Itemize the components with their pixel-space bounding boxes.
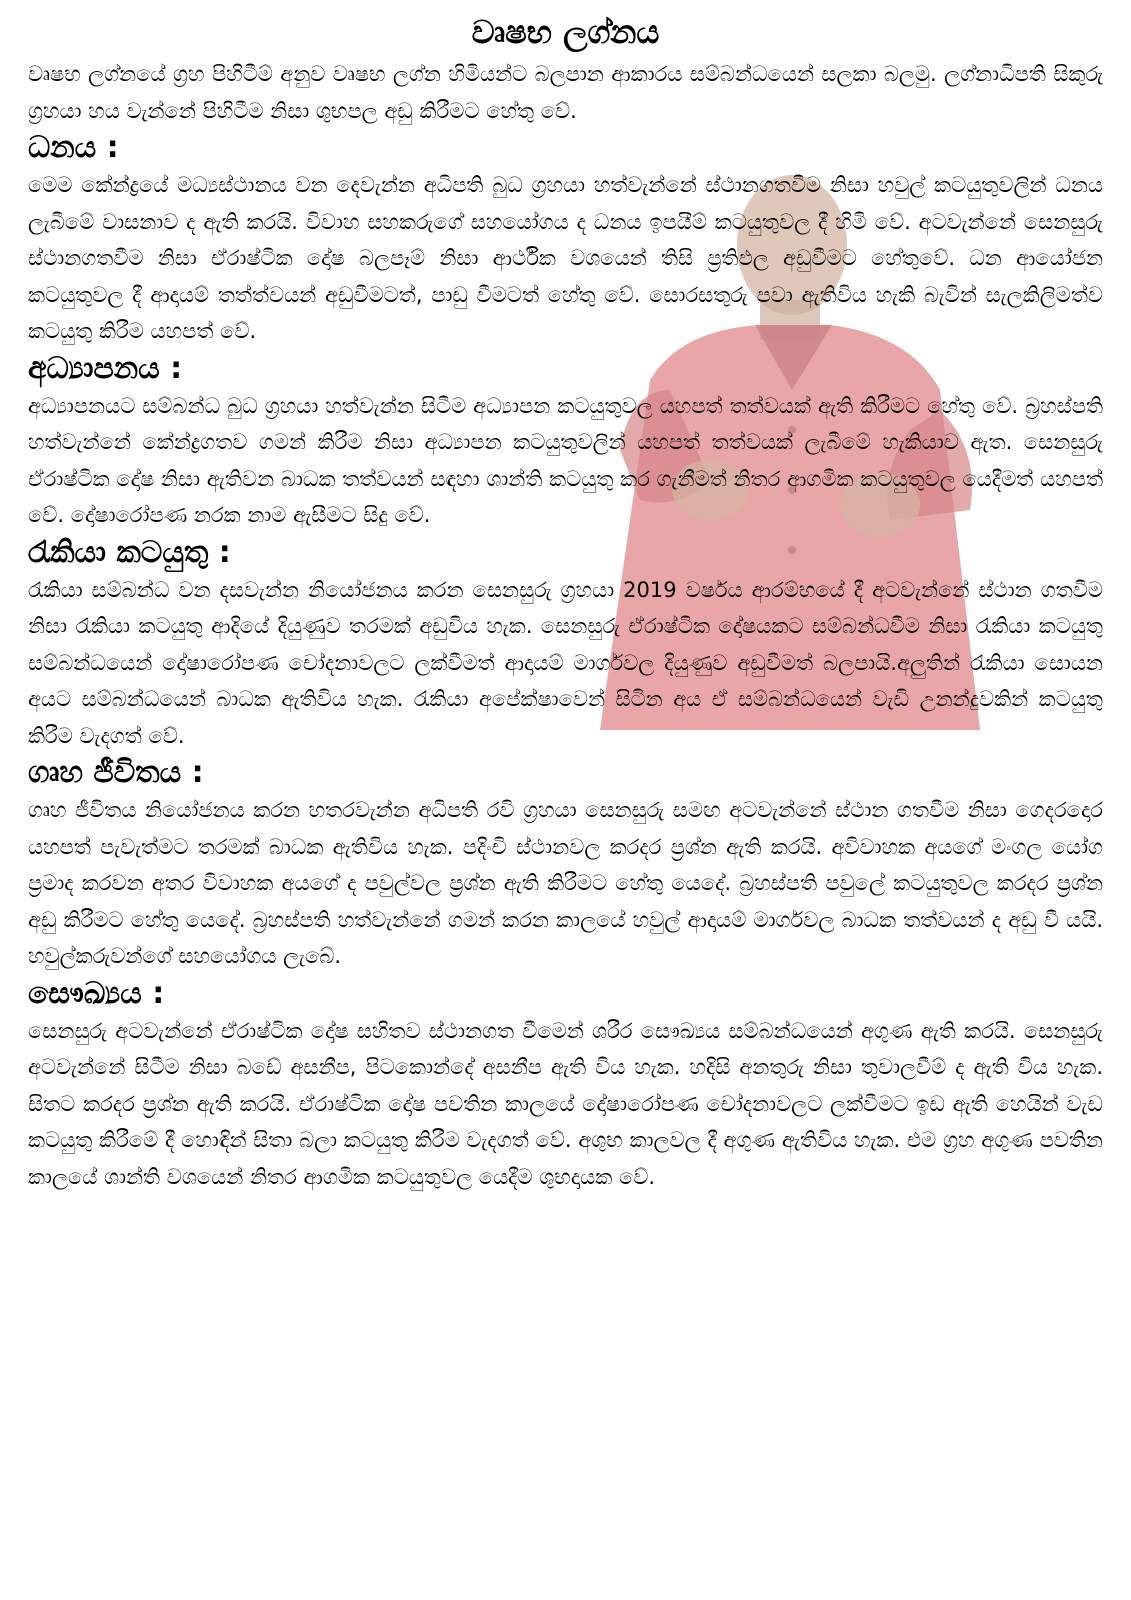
section-body-employment: රැකියා සම්බන්ධ වන දසවැන්න නියෝජනය කරන සෙනසුරු ග්‍රහයා 2019 වර්ෂය ආරම්භයේ දී අටවැන්නේ ස්ථාන ගතවීම නිසා රැකියා කටයුතු ආදියේ දියුණුව තරමක් අඩුවිය හැක. සෙනසුරු ඒරාෂ්ටික දෝෂයකට සම්බන්ධවීම නිසා රැකියා කටයුතු සම්බන්ධයෙන් දෝෂාරෝපණ චෝදනාවලට ලක්වීමත් ආදායම් මාර්ගවල දියුණුව අඩුවීමත් බලපායි.අලුතින් රැකියා සොයන අයට සම්බන්ධයෙන් බාධක ඇතිවිය හැක. රැකියා අපේක්ෂාවෙන් සිටින අය ඒ සම්බන්ධයෙන් වැඩි උනන්දුවකින් කටයුතු කිරීම වැදගත් වේ. (28, 577, 1103, 748)
section-heading-education: අධ්‍යාපනය : (28, 350, 183, 386)
section-body-education: අධ්‍යාපනයට සම්බන්ධ බුධ ග්‍රහයා හත්වැන්න සිටීම අධ්‍යාපන කටයුතුවල යහපත් තත්වයක් ඇති කිරීමට හේතු වේ. බ්‍රහස්පති හත්වැන්නේ කේන්ද්‍රගතව ගමන් කිරීම නිසා අධ්‍යාපන කටයුතුවලින් යහපත් තත්වයක් ලැබීමේ හැකියාව ඇත. සෙනසුරු ඒරාෂ්ටික දෝෂ නිසා ඇතිවන බාධක තත්වයන් සඳහා ශාන්ති කටයුතු කර ගැනීමත් නිතර ආගමික කටයුතුවල යෙදීමත් යහපත් වේ. දෝෂාරෝපණ නරක නාම ඇසීමට සිදු වේ. (28, 393, 1103, 527)
document-content (28, 10, 1103, 1195)
section-body-health: සෙනසුරු අටවැන්නේ ඒරාෂ්ටික දෝෂ සහිතව ස්ථානගත වීමෙන් ශරීර සෞඛ්‍යය සම්බන්ධයෙන් අගුණ ඇති කරයි. සෙනසුරු අටවැන්නේ සිටීම නිසා බඩේ අසනීප, පිටකොන්දේ අසනීප ඇති විය හැක. හදිසි අනතුරු නිසා තුවාලවීම් ද ඇති විය හැක. සිතට කරදර ප්‍රශ්න ඇති කරයි. ඒරාෂ්ටික දෝෂ පවතින කාලයේ දෝෂාරෝපණ චෝදනාවලට ලක්වීමට ඉඩ ඇති හෙයින් වැඩ කටයුතු කිරීමේ දී හොඳින් සිතා බලා කටයුතු කිරීම වැදගත් වේ. අශුභ කාලවල දී අගුණ ඇතිවිය හැක. එම ග්‍රහ අගුණ පවතින කාලයේ ශාන්ති වශයෙන් නිතර ආගමික කටයුතුවල යෙදීම ශුභදායක වේ. (28, 1018, 1103, 1189)
section-body-family-life: ගෘහ ජීවිතය නියෝජනය කරන හතරවැන්න අධිපති රවි ග්‍රහයා සෙනසුරු සමඟ අටවැන්නේ ස්ථාන ගතවීම නිසා ගෙදරදොර යහපත් පැවැත්මට තරමක් බාධක ඇතිවිය හැක. පදිංචි ස්ථානවල කරදර ප්‍රශ්න ඇති කරයි. අවිවාහක අයගේ මංගල යෝග ප්‍රමාද කරවන අතර විවාහක අයගේ ද පවුල්වල ප්‍රශ්න ඇති කිරීමට හේතු යෙදේ. බ්‍රහස්පති පවුලේ කටයුතුවල කරදර ප්‍රශ්න අඩු කිරීමට හේතු යෙදේ. බ්‍රහස්පති හත්වැන්නේ ගමන් කරන කාලයේ හවුල් ආදායම් මාර්ගවල බාධක තත්වයන් ද අඩු වී යයි. හවුල්කරුවන්ගේ සහයෝගය ලැබේ. (28, 798, 1103, 968)
section-heading-health: සෞඛ්‍යය : (28, 975, 165, 1011)
section-heading-wealth: ධනය : (28, 130, 119, 165)
intro-paragraph: වෘෂභ ලග්නයේ ග්‍රහ පිහිටීම් අනුව වෘෂභ ලග්න හිමියන්ට බලපාන ආකාරය සම්බන්ධයෙන් සලකා බලමු. ලග්නාධිපති සිකුරු ග්‍රහයා හය වැන්නේ පිහිටීම නිසා ශුභපල අඩු කිරීමට හේතු වේ. (28, 62, 1103, 123)
document-title: වෘෂභ ලග්නය (471, 13, 660, 51)
section-heading-employment: රැකියා කටයුතු : (28, 534, 231, 570)
section-heading-family-life: ගෘහ ජීවිතය : (28, 755, 204, 790)
section-body-wealth: මෙම කේන්ද්‍රයේ මධ්‍යස්ථානය වන දෙවැන්න අධිපති බුධ ග්‍රහයා හත්වැන්නේ ස්ථානගතවීම නිසා හවුල් කටයුතුවලින් ධනය ලැබීමේ වාසනාව ද ඇති කරයි. විවාහ සහකරුගේ සහයෝගය ද ධනය ඉපයීම් කටයුතුවල දී හිමි වේ. අටවැන්නේ සෙනසුරු ස්ථානගතවීම නිසා ඒරාෂ්ටික දෝෂ බලපෑම් නිසා ආර්ථික වශයෙන් තිසි ප්‍රතිඵල අඩුවීමට හේතුවේ. ධන ආයෝජන කටයුතුවල දී ආදායම් තත්ත්වයන් අඩුවීමටත්, පාඩු වීමටත් හේතු වේ. සොරසතුරු පවා ඇතිවිය හැකි බැවින් සැලකිලිමත්ව කටයුතු කිරීම යහපත් වේ. (28, 173, 1103, 343)
